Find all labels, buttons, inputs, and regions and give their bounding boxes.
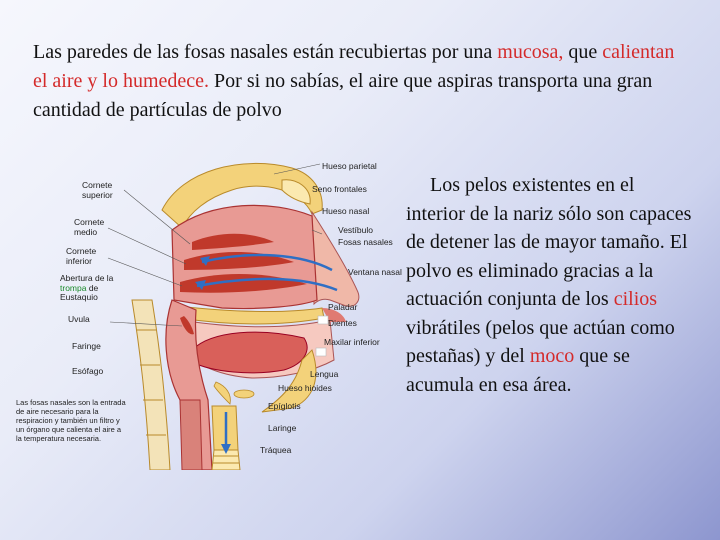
label-hueso-parietal: Hueso parietal	[322, 161, 377, 171]
label-uvula: Uvula	[68, 314, 90, 324]
teeth-lower	[316, 348, 326, 356]
label-seno-frontales: Seno frontales	[312, 184, 367, 194]
label-laringe: Laringe	[268, 423, 297, 433]
label-paladar: Paladar	[328, 302, 358, 312]
right-text-2: vibrátiles (pelos que actúan como pestañas) y del	[406, 316, 675, 367]
label-ventana-nasal: Ventana nasal	[348, 267, 402, 277]
label-trompa: trompa	[60, 282, 87, 293]
label-abertura-line1: Abertura de la	[60, 273, 114, 283]
figure-note: Las fosas nasales son la entrada de aire necesario para la respiracion y también un filtro y un órgano que calienta el aire a la temperatura necesaria.	[16, 398, 126, 443]
label-de: de	[86, 282, 99, 293]
label-cornete-inferior: Cornete inferior	[66, 246, 97, 266]
top-text-calientan: calientan el aire y lo humedece.	[33, 41, 675, 92]
right-text-cilios: cilios	[613, 288, 658, 310]
right-text-3: que se acumula en esa área.	[406, 345, 630, 396]
label-hueso-hioides: Hueso hioides	[278, 383, 332, 393]
label-traquea: Tráquea	[260, 445, 292, 455]
top-paragraph	[33, 38, 693, 125]
label-cornete-medio: Cornete medio	[74, 217, 105, 237]
epiglottis	[214, 382, 230, 404]
label-dientes: Dientes	[328, 318, 357, 328]
label-abertura-trompa	[60, 274, 126, 303]
label-vestibulo: Vestíbulo	[338, 225, 373, 235]
label-lengua: Lengua	[310, 369, 339, 379]
top-text-3: Por si no sabías, el aire que aspiras transporta una gran cantidad de partículas de polvo	[33, 70, 653, 121]
label-hueso-nasal: Hueso nasal	[322, 206, 370, 216]
top-text-mucosa: mucosa,	[497, 41, 564, 63]
label-eustaquio: Eustaquio	[60, 292, 98, 302]
spine	[132, 300, 170, 470]
label-esofago: Esófago	[72, 366, 104, 376]
right-paragraph	[406, 171, 696, 399]
label-faringe: Faringe	[72, 341, 101, 351]
label-epiglotis: Epíglotis	[268, 401, 301, 411]
right-text-moco: moco	[529, 345, 575, 367]
label-maxilar-inferior: Maxilar inferior	[324, 337, 380, 347]
top-text-1: Las paredes de las fosas nasales están recubiertas por una	[33, 41, 498, 63]
label-fosas-nasales: Fosas nasales	[338, 237, 393, 247]
right-text-1: Los pelos existentes en el interior de la nariz sólo son capaces de detener las de mayor tamaño. El polvo es eliminado gracias a la actuación conjunta de los	[406, 174, 692, 310]
hyoid-bone	[234, 390, 254, 398]
top-text-2: que	[563, 41, 603, 63]
nasal-anatomy-figure	[12, 150, 410, 470]
label-cornete-superior: Cornete superior	[82, 180, 113, 200]
esophagus	[180, 400, 202, 470]
teeth-upper	[318, 316, 328, 324]
